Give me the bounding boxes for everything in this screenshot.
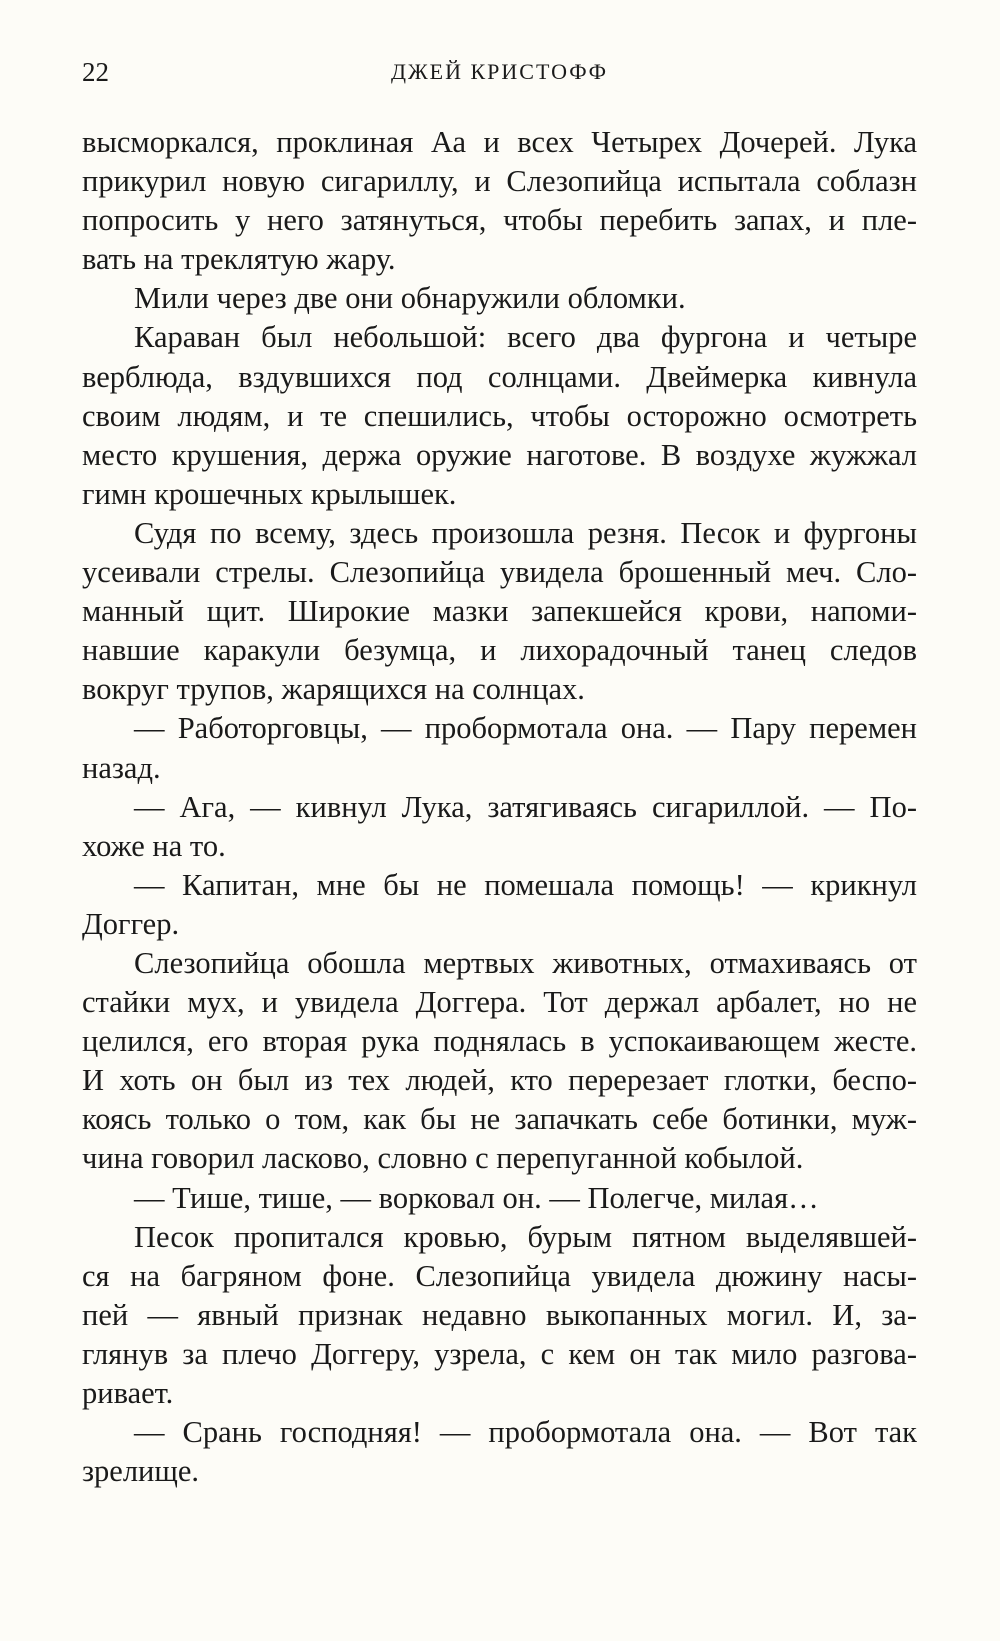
paragraph-start-line: Караван был небольшой: всего два фургона и четыре — [134, 320, 917, 355]
text-line: чина говорил ласково, словно с перепуганной кобылой. — [82, 1141, 804, 1176]
page-number: 22 — [82, 57, 109, 87]
text-line: стайки мух, и увидела Доггера. Тот держал арбалет, но не — [82, 985, 917, 1020]
paragraph-start-line: — Срань господняя! — пробормотала она. — Вот так — [134, 1415, 917, 1450]
text-line: верблюда, вздувшихся под солнцами. Двеймерка кивнула — [82, 359, 917, 394]
running-title: ДЖЕЙ КРИСТОФФ — [390, 59, 609, 84]
text-line: хоже на то. — [82, 828, 226, 863]
paragraph-start-line: — Ага, — кивнул Лука, затягиваясь сигариллой. — По- — [134, 789, 917, 824]
paragraph-start-line: — Тише, тише, — ворковал он. — Полегче, милая… — [134, 1180, 819, 1215]
text-line: коясь только о том, как бы не запачкать себе ботинки, муж- — [82, 1102, 917, 1137]
text-line: целился, его вторая рука поднялась в успокаивающем жесте. — [82, 1024, 917, 1059]
text-line: Доггер. — [82, 906, 180, 941]
paragraph-start-line: Судя по всему, здесь произошла резня. Песок и фургоны — [134, 515, 917, 550]
text-line: И хоть он был из тех людей, кто перерезает глотки, беспо- — [82, 1063, 917, 1098]
text-line: навшие каракули безумца, и лихорадочный танец следов — [82, 633, 917, 668]
paragraph-start-line: Мили через две они обнаружили обломки. — [134, 281, 686, 316]
text-line: гимн крошечных крылышек. — [82, 476, 457, 511]
paragraph-start-line: Слезопийца обошла мертвых животных, отмахиваясь от — [134, 945, 917, 980]
text-line: своим людям, и те спешились, чтобы осторожно осмотреть — [82, 398, 917, 433]
text-line: прикурил новую сигариллу, и Слезопийца испытала соблазн — [82, 164, 917, 199]
text-line: усеивали стрелы. Слезопийца увидела брошенный меч. Сло- — [82, 555, 917, 590]
text-line: ривает. — [82, 1376, 174, 1410]
text-line: вокруг трупов, жарящихся на солнцах. — [82, 672, 585, 707]
text-line: место крушения, держа оружие наготове. В воздухе жужжал — [82, 437, 917, 472]
text-line: высморкался, проклиная Аа и всех Четырех Дочерей. Лука — [82, 125, 917, 159]
text-line: назад. — [82, 750, 161, 785]
running-head — [82, 52, 917, 92]
text-line: глянув за плечо Доггеру, узрела, с кем он так мило разгова- — [82, 1336, 917, 1371]
paragraph-start-line: Песок пропитался кровью, бурым пятном выделявшей- — [134, 1219, 917, 1254]
text-line: вать на треклятую жару. — [82, 242, 396, 277]
paragraph-start-line: — Капитан, мне бы не помешала помощь! — крикнул — [134, 867, 917, 902]
paragraph-start-line: — Работорговцы, — пробормотала она. — Пару перемен — [134, 711, 917, 746]
text-line: ся на багряном фоне. Слезопийца увидела дюжину насы- — [82, 1258, 917, 1293]
body-text — [82, 123, 917, 1491]
text-line: попросить у него затянуться, чтобы перебить запах, и пле- — [82, 203, 917, 238]
text-line: зрелище. — [82, 1454, 200, 1489]
text-line: пей — явный признак недавно выкопанных могил. И, за- — [82, 1297, 917, 1332]
text-line: манный щит. Широкие мазки запекшейся крови, напоми- — [82, 594, 917, 629]
